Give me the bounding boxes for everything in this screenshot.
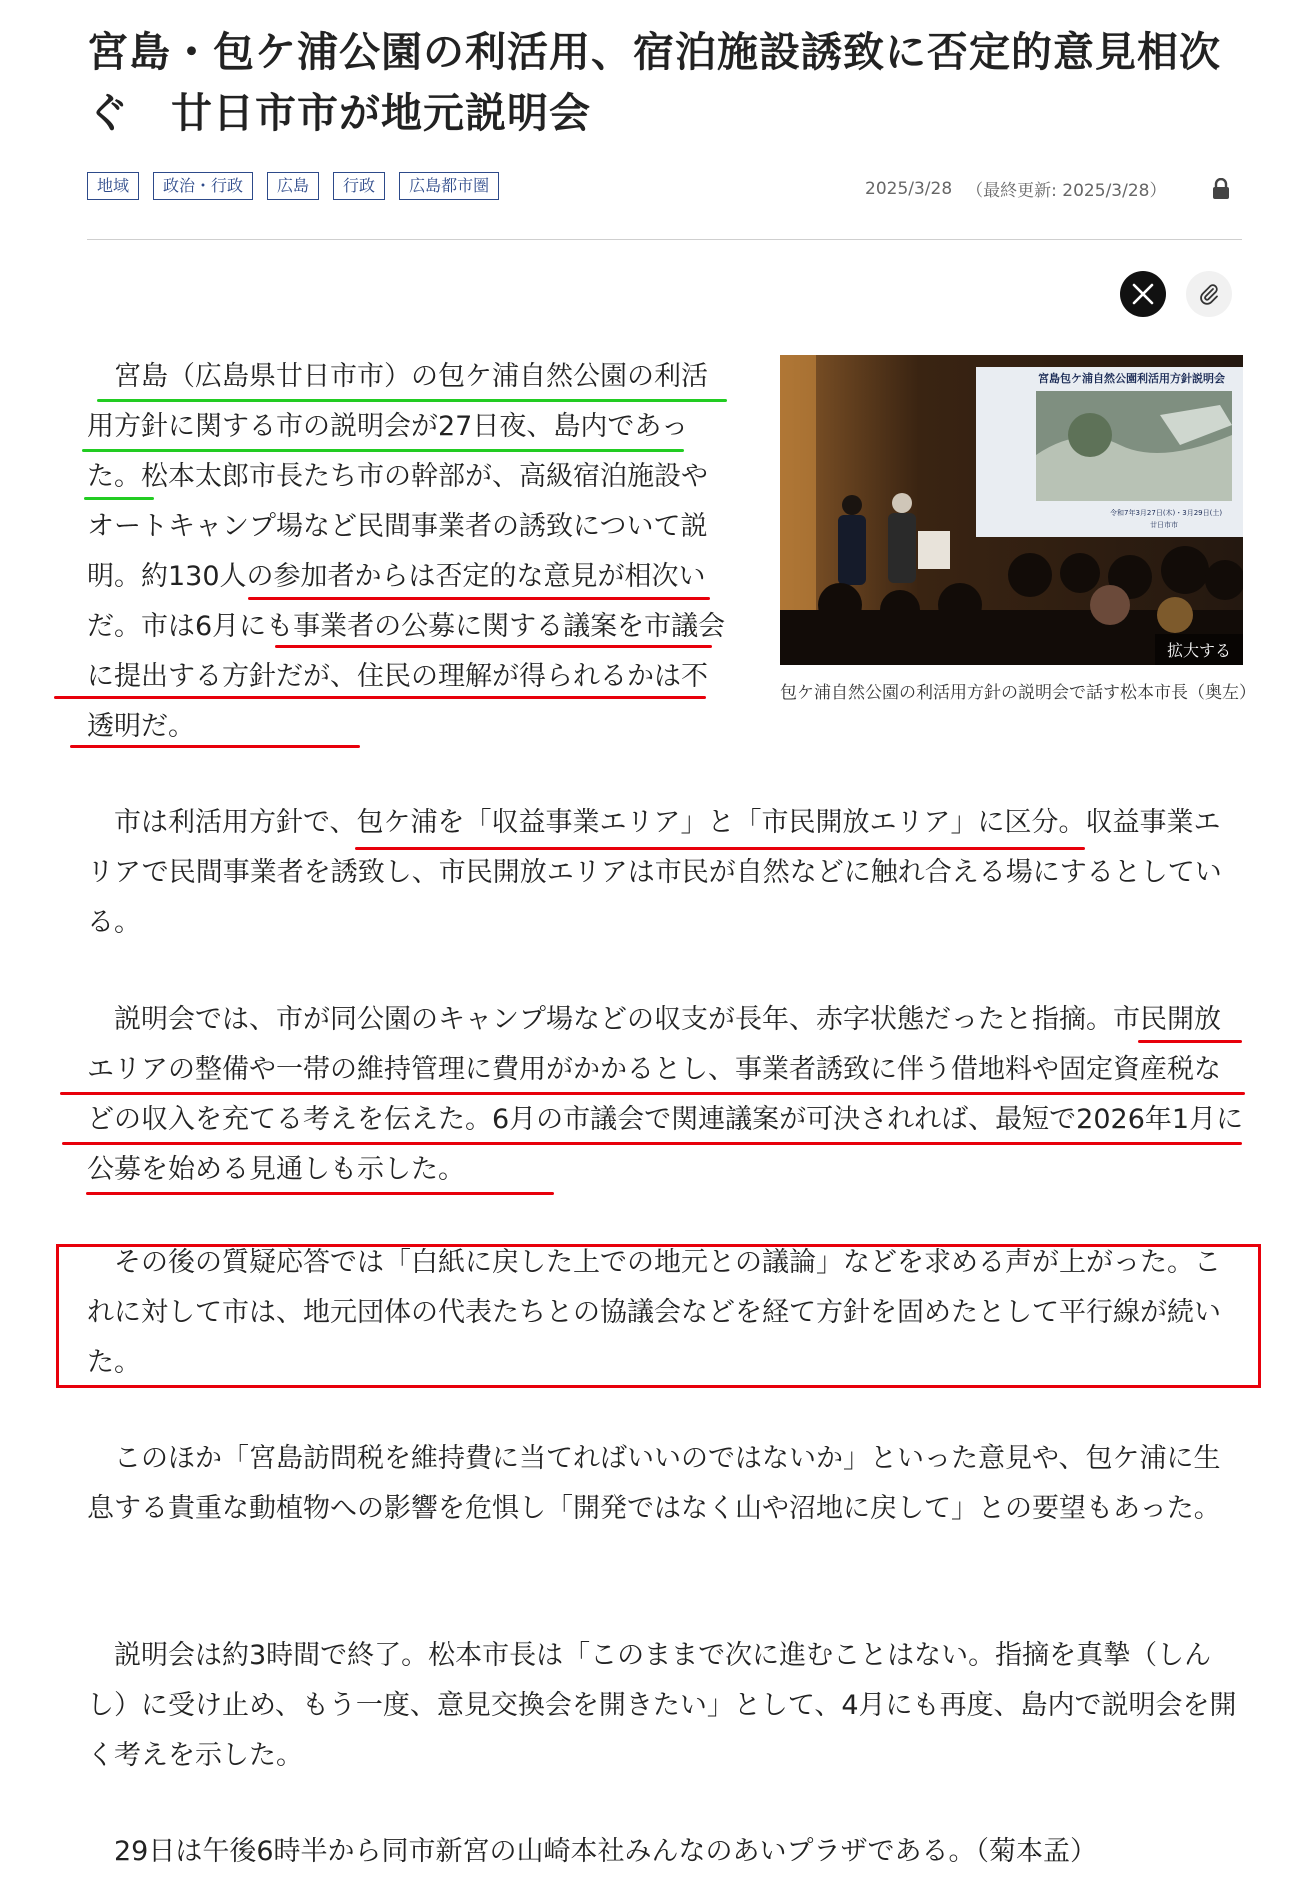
paragraph-7: 29日は午後6時半から同市新宮の山崎本社みんなのあいプラザである。（菊本孟） (87, 1836, 1098, 1867)
highlight-red (86, 1192, 554, 1195)
highlight-green (97, 399, 727, 402)
tag-hiroshima-metro[interactable]: 広島都市圏 (399, 172, 499, 200)
highlight-red (275, 645, 712, 648)
paragraph-3: 説明会では、市が同公園のキャンプ場などの収支が長年、赤字状態だったと指摘。市民開放エリアの整備や一帯の維持管理に費用がかかるとし、事業者誘致に伴う借地料や固定資産税などの収入を充てる考えを伝えた。6月の市議会で関連議案が可決されれば、最短で2026年1月に公募を始める見通しも示した。 (87, 1004, 1244, 1185)
highlight-red (248, 597, 710, 600)
paragraph-4: その後の質疑応答では「白紙に戻した上での地元との議論」などを求める声が上がった。これに対して市は、地元団体の代表たちとの協議会などを経て方針を固めたとして平行線が続いた。 (87, 1247, 1221, 1378)
tag-administration[interactable]: 行政 (333, 172, 385, 200)
copy-link-button[interactable] (1186, 271, 1232, 317)
paragraph-5: このほか「宮島訪問税を維持費に当てればいいのではないか」といった意見や、包ケ浦に生息する貴重な動植物への影響を危惧し「開発ではなく山や沼地に戻して」との要望もあった。 (87, 1443, 1221, 1524)
photo-illustration (780, 355, 1243, 665)
highlight-green (84, 497, 154, 500)
article-title: 宮島・包ケ浦公園の利活用、宿泊施設誘致に否定的意見相次ぐ 廿日市市が地元説明会 (87, 28, 1221, 137)
highlight-red (62, 1142, 1242, 1145)
screen-title: 宮島包ケ浦自然公園利活用方針説明会 (1038, 372, 1225, 385)
photo-caption: 包ケ浦自然公園の利活用方針の説明会で話す松本市長（奥左） (780, 683, 1256, 703)
tag-list (87, 172, 499, 200)
updated-date: （最終更新: 2025/3/28） (966, 181, 1167, 201)
paragraph-6: 説明会は約3時間で終了。松本市長は「このままで次に進むことはない。指摘を真摯（しんし）に受け止め、もう一度、意見交換会を開きたい」として、4月にも再度、島内で説明会を開く考えを示した。 (87, 1640, 1237, 1771)
link-icon (1197, 282, 1221, 306)
paragraph-1: 宮島（広島県廿日市市）の包ケ浦自然公園の利活用方針に関する市の説明会が27日夜、島内であった。松本太郎市長たち市の幹部が、高級宿泊施設やオートキャンプ場など民間事業者の誘致について説明。約130人の参加者からは否定的な意見が相次いだ。市は6月にも事業者の公募に関する議案を市議会に提出する方針だが、住民の理解が得られるかは不透明だ。 (87, 361, 726, 742)
screen-org: 廿日市市 (1150, 521, 1178, 529)
tag-region[interactable]: 地域 (87, 172, 139, 200)
lock-icon (1212, 178, 1230, 200)
share-x-button[interactable] (1120, 271, 1166, 317)
highlight-red (355, 847, 1085, 850)
highlight-red (60, 1092, 1245, 1095)
x-icon (1131, 282, 1155, 306)
paragraph-2: 市は利活用方針で、包ケ浦を「収益事業エリア」と「市民開放エリア」に区分。収益事業エリアで民間事業者を誘致し、市民開放エリアは市民が自然などに触れ合える場にするとしている。 (87, 807, 1222, 938)
header-divider (87, 239, 1242, 240)
highlight-green (82, 449, 684, 452)
article-photo[interactable] (780, 355, 1243, 665)
article-meta (865, 176, 1166, 201)
highlight-red (54, 696, 706, 699)
screen-date: 令和7年3月27日(木)・3月29日(土) (1110, 509, 1223, 517)
tag-hiroshima[interactable]: 広島 (267, 172, 319, 200)
enlarge-button[interactable]: 拡大する (1155, 634, 1243, 665)
highlight-red (70, 745, 360, 748)
publish-date: 2025/3/28 (865, 178, 953, 199)
highlight-red (1138, 1040, 1242, 1043)
tag-politics[interactable]: 政治・行政 (153, 172, 253, 200)
